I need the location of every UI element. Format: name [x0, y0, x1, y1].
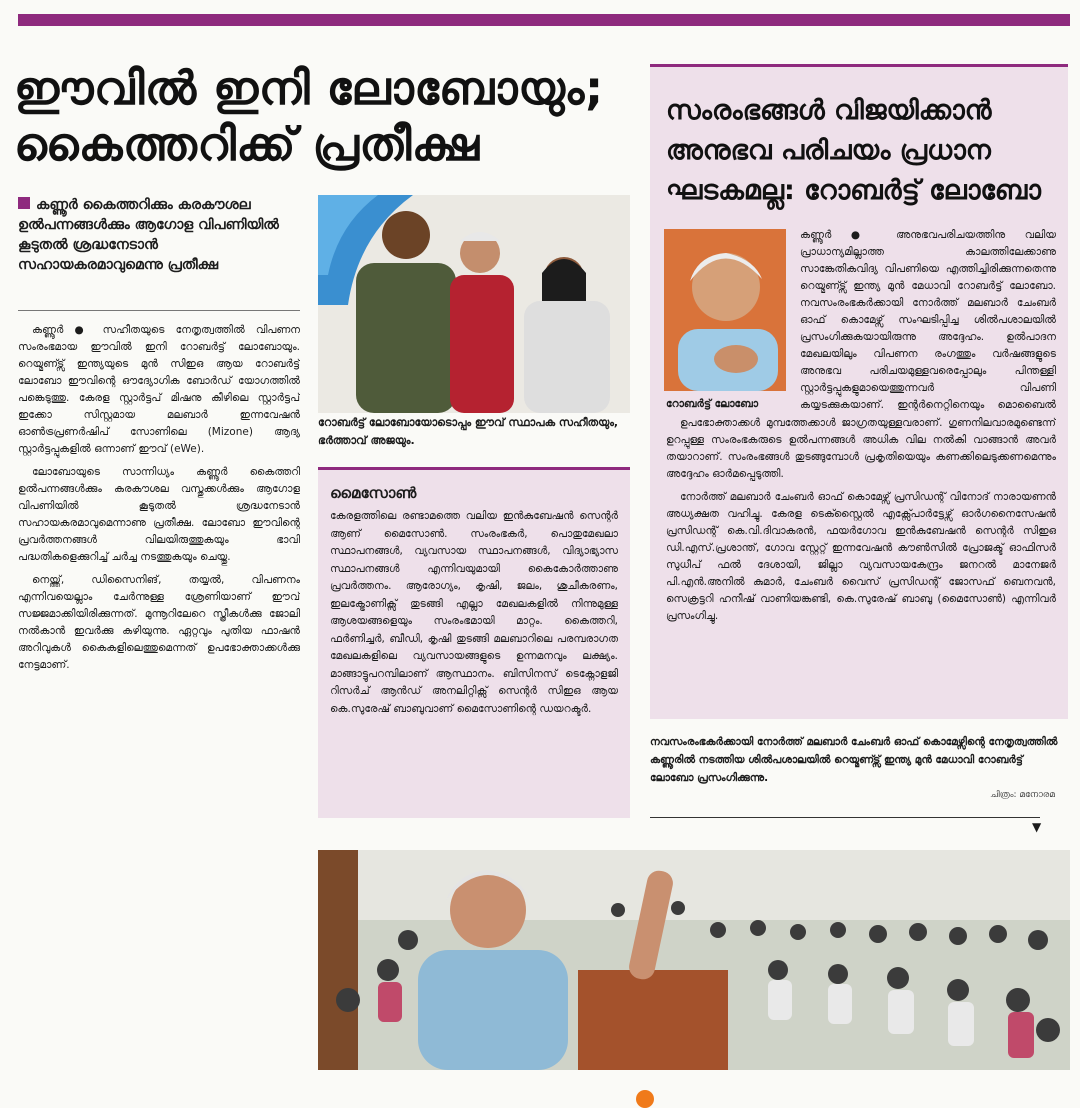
side-headline-line-3: ഘടകമല്ല: റോബർട്ട് ലോബോ [666, 175, 1041, 206]
mizone-body: കേരളത്തിലെ രണ്ടാമത്തെ വലിയ ഇൻകുബേഷൻ സെന്റർ ആണ് മൈസോൺ. സംരംഭകർ, പൊതുമേഖലാ സ്ഥാപനങ്ങൾ, വ്യവസായ സ്ഥാപനങ്ങൾ, വിദ്യാഭ്യാസ സ്ഥാപനങ്ങൾ എന്നിവയുമായി കൈകോർത്താണു പ്രവർത്തനം. ആരോഗ്യം, കൃഷി, ജലം, ശുചീകരണം, ഇലക്ട്രോണിക്സ് തുടങ്ങി എല്ലാ മേഖലകളിൽ നിന്നുമുള്ള ആശയങ്ങളെയും സംരംഭമായി മാറ്റം. കൈത്തറി, ഫർണിച്ചർ, ബീഡി, കൃഷി തുടങ്ങി മലബാറിലെ പരമ്പരാഗത മേഖലകളിലെ വ്യവസായങ്ങളുടെ ഉന്നമനവും ലക്ഷ്യം. മാങ്ങാട്ടുപറമ്പിലാണ് ആസ്ഥാനം. ബിസിനസ് ടെക്നോളജി റിസർച് ആൻഡ് അനലിറ്റിക്സ് സെന്റർ സിഇഒ ആയ കെ.സുരേഷ് ബാബുവാണ് മൈസോണിന്റെ ഡയറക്ടർ. [330, 510, 618, 715]
main-body-paragraph: കണ്ണൂർ ● സഹീതയുടെ നേതൃത്വത്തിൽ വിപണന സംരംഭമായ ഈവിൽ ഇനി റോബർട്ട് ലോബോയും. റെയ്മണ്ട്സ് ഇന്ത്യയുടെ മുൻ സിഇഒ ആയ റോബർട്ട് ലോബോ ഈവിന്റെ ഔദ്യോഗിക ബോർഡ് യോഗത്തിൽ പങ്കെടുത്തു. കേരള സ്റ്റാർട്ടപ് മിഷനു കീഴിലെ സ്റ്റാർട്ടപ് ഇക്കോ സിസ്റ്റമായ മലബാർ ഇന്നവേഷൻ ഓൺട്രപ്രണർഷിപ് സോണിലെ (Mizone) ആദ്യ സ്റ്റാർട്ടപ്പുകളിൽ ഒന്നാണ് ഈവ് (eWe). [18, 324, 300, 455]
photo-credit: ചിത്രം: മനോരമ [990, 790, 1055, 800]
top-accent-bar [18, 14, 1070, 26]
group-photo-illustration [318, 195, 630, 413]
deck-divider [18, 310, 300, 311]
portrait-caption: റോബർട്ട് ലോബോ [666, 398, 759, 410]
side-body-top: കണ്ണൂർ ● അനുഭവപരിചയത്തിനു വലിയ പ്രാധാന്യമില്ലാത്ത കാലത്തിലേക്കാണു സാങ്കേതികവിദ്യ വിപണിയെ എത്തിച്ചിരിക്കുന്നതെന്നു റെയ്മണ്ട്സ് ഇന്ത്യ മുൻ മേധാവി റോബർട്ട് ലോബോ. നവസംരംഭകർക്കായി നോർത്ത് മലബാർ ചേംബർ ഓഫ് കൊമേഴ്സ് സംഘടിപ്പിച്ച ശിൽപശാലയിൽ പ്രസംഗിക്കുകയായിരുന്നു അദ്ദേഹം. ഉൽപാദന മേഖലയിലും വിപണന രംഗത്തും വർഷങ്ങളുടെ അനുഭവ പരിചയമുള്ളവരെപ്പോലും പിന്തള്ളി സ്റ്റാർട്ടപ്പുകളുമായെത്തുന്നവർ വിപണി കയ്യടക്കുകയാണ്. ഇന്റർനെറ്റിനെയും മൊബൈൽ [800, 229, 1056, 411]
headline-line-1: ഈവിൽ ഇനി ലോബോയും; [14, 61, 604, 115]
orange-dot-icon [636, 1090, 654, 1108]
mizone-title: മൈസോൺ [330, 484, 417, 502]
side-headline-line-1: സംരംഭങ്ങൾ വിജയിക്കാൻ [666, 95, 992, 126]
bullet-square-icon [18, 197, 30, 209]
portrait-photo [664, 229, 786, 391]
side-body-bottom [666, 415, 1056, 715]
main-article-body [18, 322, 300, 1082]
deck [18, 195, 303, 275]
main-body-paragraph: നെയ്ത്ത്, ഡിസൈനിങ്, തയ്യൽ, വിപണനം എന്നിവയെല്ലാം ചേർന്നുള്ള ശ്രേണിയാണ് ഈവ് സജ്ജമാക്കിയിരിക്കുന്നത്. മുന്നൂറിലേറെ സ്ത്രീകൾക്കു ജോലി നൽകാൻ ഇവർക്കു കഴിയുന്നു. ഏറ്റവും പുതിയ ഫാഷൻ അറിവുകൾ കൈകളിലെത്തുമെന്നത് ഉപഭോക്താക്കൾക്കു നേട്ടമാണ്. [18, 574, 300, 671]
seminar-illustration [318, 850, 1070, 1070]
main-headline [14, 60, 614, 172]
side-headline [666, 91, 1068, 211]
portrait-illustration [664, 229, 786, 391]
group-photo [318, 195, 630, 413]
bottom-photo-caption: നവസംരംഭകർക്കായി നോർത്ത് മലബാർ ചേംബർ ഓഫ് കൊമേഴ്സിന്റെ നേതൃത്വത്തിൽ കണ്ണൂരിൽ നടത്തിയ ശിൽപശാലയിൽ റെയ്മണ്ട്സ് ഇന്ത്യ മുൻ മേധാവി റോബർട്ട് ലോബോ പ്രസംഗിക്കുന്നു. [650, 736, 1058, 784]
side-headline-line-2: അനുഭവ പരിചയം പ്രധാന [666, 135, 991, 166]
deck-text: കണ്ണൂർ കൈത്തറിക്കും കരകൗശല ഉൽപന്നങ്ങൾക്കും ആഗോള വിപണിയിൽ കൂടുതൽ ശ്രദ്ധനേടാൻ സഹായകരമാവുമെന്നു പ്രതീക്ഷ [18, 197, 279, 273]
arrow-down-icon: ▼ [1032, 820, 1042, 834]
side-article-box [650, 64, 1068, 719]
group-photo-caption: റോബർട്ട് ലോബോയോടൊപ്പം ഈവ് സ്ഥാപക സഹീതയും, ഭർത്താവ് അജയും. [318, 416, 619, 447]
side-body-paragraph: നോർത്ത് മലബാർ ചേംബർ ഓഫ് കൊമേഴ്സ് പ്രസിഡന്റ് വിനോദ് നാരായണൻ അധ്യക്ഷത വഹിച്ചു. കേരള ടെക്സ്റ്റൈൽ എക്സ്പോർട്ടേഴ്സ് ഓർഗനൈസേഷൻ പ്രസിഡന്റ് കെ.വി.ദിവാകരൻ, ഫയർഗോവ ഇൻകുബേഷൻ സെന്റർ സിഇഒ ഡി.എസ്.പ്രശാന്ത്, ഗോവ സ്റ്റേറ്റ് ഇന്നവേഷൻ കൗൺസിൽ പ്രോജക്ട് ഓഫിസർ സുധീപ് ഫൽ ദേശായി, ജില്ലാ വ്യവസായകേന്ദ്രം ജനറൽ മാനേജർ പി.എൻ.അനിൽ കുമാർ, ചേംബർ വൈസ് പ്രസിഡന്റ് ജോസഫ് ബെനവൻ, സെക്രട്ടറി ഹനീഷ് വാണിയങ്കണ്ടി, കെ.സുരേഷ് ബാബു (മൈസോൺ) എന്നിവർ പ്രസംഗിച്ചു. [666, 491, 1056, 622]
seminar-photo [318, 850, 1070, 1070]
main-body-paragraph: ലോബോയുടെ സാന്നിധ്യം കണ്ണൂർ കൈത്തറി ഉൽപന്നങ്ങൾക്കും കരകൗശല വസ്തുക്കൾക്കും ആഗോള വിപണിയിൽ കൂടുതൽ ശ്രദ്ധനേടാൻ സഹായകരമാവുമെന്നാണു പ്രതീക്ഷ. ലോബോ ഈവിന്റെ പ്രവർത്തനങ്ങൾ വിലയിരുത്തുകയും ഭാവി പദ്ധതികളെക്കുറിച്ച് ചർച്ച നടത്തുകയും ചെയ്തു. [18, 466, 300, 563]
caption-rule [650, 817, 1040, 818]
side-body-paragraph: ഉപഭോക്താക്കൾ മുമ്പത്തേക്കാൾ ജാഗ്രതയുള്ളവരാണ്. ഗുണനിലവാരമുണ്ടെന്ന് ഉറപ്പുള്ള സംരംഭകരുടെ ഉൽപന്നങ്ങൾ അധിക വില നൽകി വാങ്ങാൻ അവർ തയാറാണ്. സംരംഭങ്ങൾ തുടങ്ങുമ്പോൾ പ്രകൃതിയെയും കണക്കിലെടുക്കണമെന്നും അദ്ദേഹം ഓർമപ്പെടുത്തി. [666, 417, 1056, 480]
headline-line-2: കൈത്തറിക്ക് പ്രതീക്ഷ [14, 117, 480, 171]
mizone-box [318, 467, 630, 818]
